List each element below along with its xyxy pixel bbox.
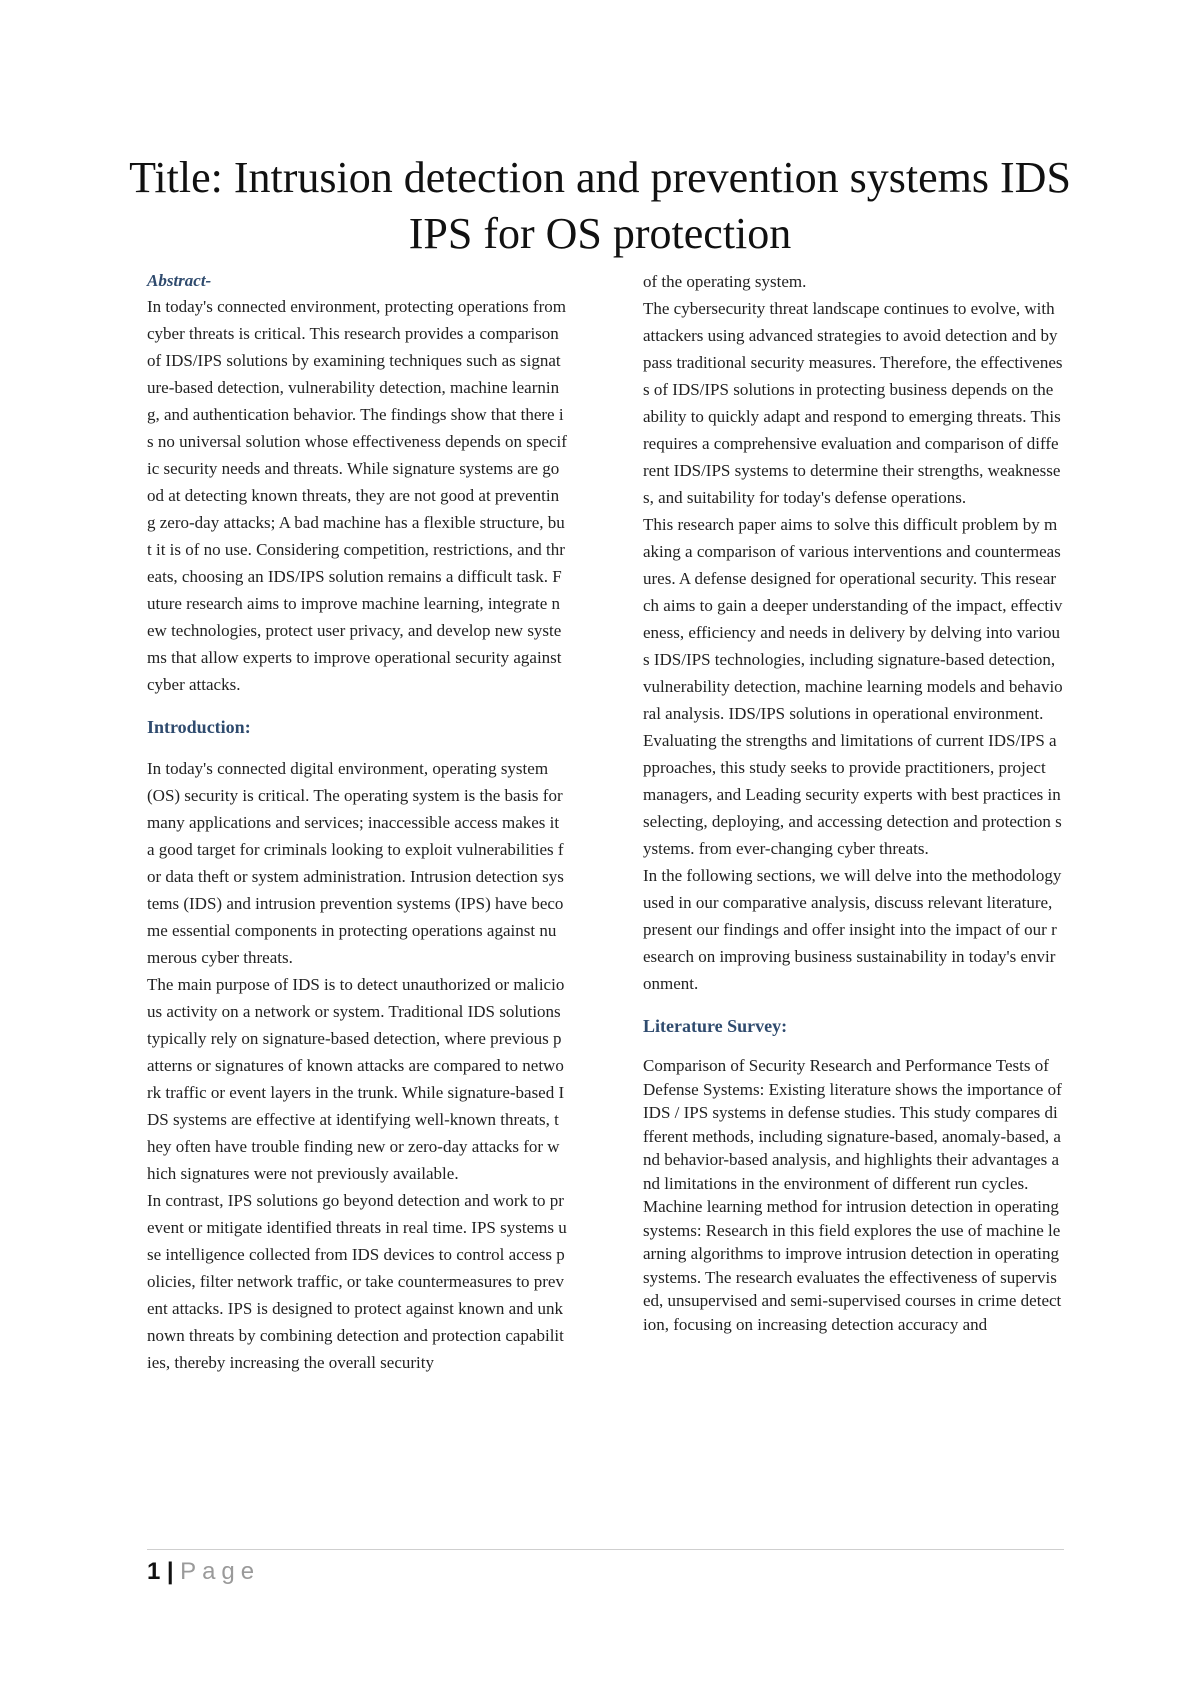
abstract-heading: Abstract-: [147, 271, 212, 290]
left-column: [147, 268, 567, 1376]
paper-title: Title: Intrusion detection and prevention systems IDS IPS for OS protection: [129, 153, 1071, 258]
intro-paragraph-6: Evaluating the strengths and limitations of current IDS/IPS approaches, this study seeks to provide practitioners, project managers, and Leading security experts with best practices in selecting, deploying, and accessing detection and protection systems. from ever-changing cyber threats.: [643, 731, 1062, 858]
literature-paragraph-2: Machine learning method for intrusion detection in operating systems: Research in this field explores the use of machine learning algorithms to improve intrusion detection in operating systems. The research evaluates the effectiveness of supervised, unsupervised and semi-supervised courses in crime detection, focusing on increasing detection accuracy and: [643, 1197, 1062, 1334]
intro-paragraph-2: The main purpose of IDS is to detect unauthorized or malicious activity on a network or system. Traditional IDS solutions typically rely on signature-based detection, where previous patterns or signatures of known attacks are compared to network traffic or event layers in the trunk. While signature-based IDS systems are effective at identifying well-known threats, they often have trouble finding new or zero-day attacks for which signatures were not previously available.: [147, 975, 565, 1183]
intro-paragraph-3: In contrast, IPS solutions go beyond detection and work to prevent or mitigate identified threats in real time. IPS systems use intelligence collected from IDS devices to control access policies, filter network traffic, or take countermeasures to prevent attacks. IPS is designed to protect against known and unknown threats by combining detection and protection capabilities, thereby increasing the overall security: [147, 1191, 567, 1372]
page-footer: [147, 1558, 260, 1586]
footer-divider: [147, 1549, 1064, 1550]
intro-paragraph-4: The cybersecurity threat landscape continues to evolve, with attackers using advanced strategies to avoid detection and bypass traditional security measures. Therefore, the effectiveness of IDS/IPS solutions in protecting business depends on the ability to quickly adapt and respond to emerging threats. This requires a comprehensive evaluation and comparison of different IDS/IPS systems to determine their strengths, weaknesses, and suitability for today's defense operations.: [643, 299, 1063, 507]
intro-paragraph-3-continued: of the operating system.: [643, 272, 807, 291]
introduction-heading: Introduction:: [147, 717, 251, 737]
page-number: 1: [147, 1558, 161, 1585]
literature-survey-heading: Literature Survey:: [643, 1016, 788, 1036]
intro-paragraph-7: In the following sections, we will delve into the methodology used in our comparative analysis, discuss relevant literature, present our findings and offer insight into the impact of our research on improving business sustainability in today's environment.: [643, 866, 1062, 993]
literature-paragraph-1: Comparison of Security Research and Performance Tests of Defense Systems: Existing literature shows the importance of IDS / IPS systems in defense studies. This study compares different methods, including signature-based, anomaly-based, and behavior-based analysis, and highlights their advantages and limitations in the environment of different run cycles.: [643, 1056, 1062, 1193]
footer-separator: |: [166, 1558, 175, 1585]
intro-paragraph-5: This research paper aims to solve this difficult problem by making a comparison of various interventions and countermeasures. A defense designed for operational security. This research aims to gain a deeper understanding of the impact, effectiveness, efficiency and needs in delivery by delving into various IDS/IPS technologies, including signature-based detection, vulnerability detection, machine learning models and behavioral analysis. IDS/IPS solutions in operational environment.: [643, 515, 1063, 723]
abstract-text: In today's connected environment, protecting operations from cyber threats is critical. This research provides a comparison of IDS/IPS solutions by examining techniques such as signature-based detection, vulnerability detection, machine learning, and authentication behavior. The findings show that there is no universal solution whose effectiveness depends on specific security needs and threats. While signature systems are good at detecting known threats, they are not good at preventing zero-day attacks; A bad machine has a flexible structure, but it is of no use. Considering competition, restrictions, and threats, choosing an IDS/IPS solution remains a difficult task. Future research aims to improve machine learning, integrate new technologies, protect user privacy, and develop new systems that allow experts to improve operational security against cyber attacks.: [147, 297, 567, 694]
right-column: [643, 268, 1063, 1336]
page-label: Page: [180, 1558, 261, 1585]
intro-paragraph-1: In today's connected digital environment, operating system (OS) security is critical. The operating system is the basis for many applications and services; inaccessible access makes it a good target for criminals looking to exploit vulnerabilities for data theft or system administration. Intrusion detection systems (IDS) and intrusion prevention systems (IPS) have become essential components in protecting operations against numerous cyber threats.: [147, 759, 564, 967]
